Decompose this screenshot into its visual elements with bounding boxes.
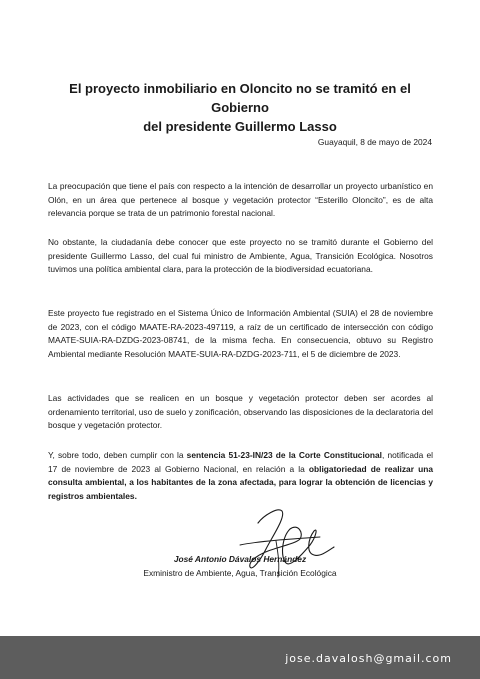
document-date: Guayaquil, 8 de mayo de 2024	[317, 137, 432, 147]
footer-bar	[0, 636, 480, 679]
title-line-1: El proyecto inmobiliario en Oloncito no se tramitó en el Gobierno	[69, 81, 411, 115]
signer-name: José Antonio Dávalos Hernández	[173, 554, 307, 564]
document-title	[40, 79, 440, 136]
paragraph-5-text-a: Y, sobre todo, deben cumplir con la	[48, 450, 187, 460]
paragraph-4: Las actividades que se realicen en un bosque y vegetación protector deben ser acordes al ordenamiento territorial, uso de suelo y zonificación, observando las disposiciones de la declaratoria del bosque y vegetación protector.	[48, 393, 434, 431]
footer-email[interactable]: jose.davalosh@gmail.com	[285, 652, 452, 665]
paragraph-2: No obstante, la ciudadanía debe conocer que este proyecto no se tramitó durante el Gobierno del presidente Guillermo Lasso, del cual fui ministro de Ambiente, Agua, Transición Ecológica. Nosotros tuvimos una política ambiental clara, para la protección de la biodiversidad ecuatoriana.	[48, 237, 433, 275]
paragraph-3: Este proyecto fue registrado en el Sistema Único de Información Ambiental (SUIA) el 28 de noviembre de 2023, con el código MAATE-RA-2023-497119, a raíz de un certificado de intersección con código MAATE-SUIA-RA-DZDG-2023-08741, de la misma fecha. En consecuencia, obtuvo su Registro Ambiental mediante Resolución MAATE-SUIA-RA-DZDG-2023-711, el 5 de diciembre de 2023.	[48, 308, 433, 359]
signer-role: Exministro de Ambiente, Agua, Transición Ecológica	[143, 568, 337, 578]
paragraph-5	[48, 449, 433, 503]
paragraph-5-bold-obligation: obligatoriedad de realizar una consulta ambiental, a los habitantes de la zona afectada, para lograr la obtención de licencias y registros ambientales.	[48, 463, 433, 501]
paragraph-5-bold-ruling: sentencia 51-23-IN/23 de la Corte Constitucional	[186, 450, 383, 460]
paragraph-5-text-c: , notificada el 17 de noviembre de 2023 al Gobierno Nacional, en relación a la	[48, 450, 433, 474]
paragraph-1: La preocupación que tiene el país con respecto a la intención de desarrollar un proyecto urbanístico en Olón, en un área que pertenece al bosque y vegetación protector “Esterillo Oloncito”, es de alta relevancia porque se trata de un patrimonio forestal nacional.	[48, 181, 433, 219]
title-line-2: del presidente Guillermo Lasso	[143, 119, 337, 134]
